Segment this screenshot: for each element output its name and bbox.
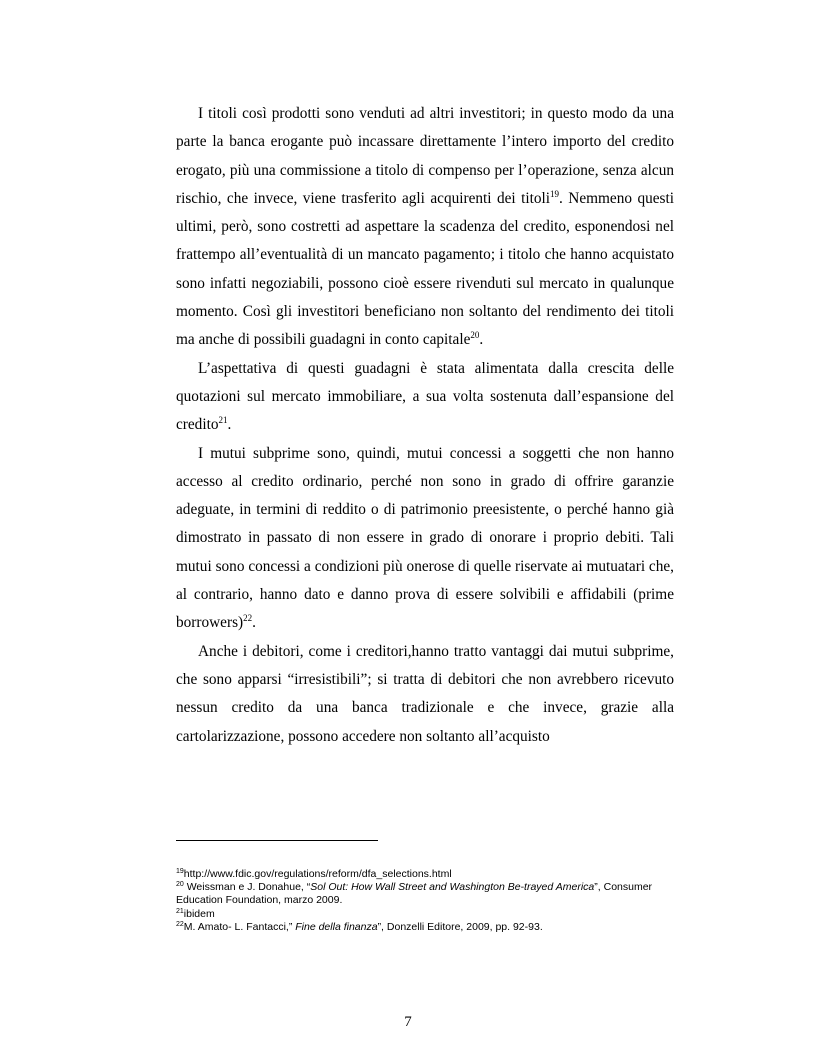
paragraph-3-text-a: I mutui subprime sono, quindi, mutui concessi a soggetti che non hanno accesso al credito ordinario, perché non sono in grado di offrire garanzie adeguate, in termini di reddito o di patrimonio preesistente, o perché hanno già dimostrato in passato di non essere in grado di onorare i proprio debiti. Tali mutui sono concessi a condizioni più onerose di quelle riservate ai mutuatari che, al contrario, hanno dato e danno prova di essere solvibili e affidabili (prime borrowers): [176, 444, 674, 632]
paragraph-4-text: Anche i debitori, come i creditori,hanno tratto vantaggi dai mutui subprime, che sono apparsi “irresistibili”; si tratta di debitori che non avrebbero ricevuto nessun credito da una banca tradizionale e che invece, grazie alla cartolarizzazione, possono accedere non soltanto all’acquisto: [176, 642, 674, 745]
footnote-ref-19: 19: [550, 188, 560, 199]
footnote-text: http://www.fdic.gov/regulations/reform/dfa_selections.html: [183, 868, 452, 880]
footnote-text: Weissman e J. Donahue, “: [183, 881, 311, 894]
footnote-19: [176, 868, 676, 881]
paragraph-4: [176, 638, 674, 751]
footnote-text: M. Amato- L. Fantacci,”: [183, 920, 296, 933]
paragraph-3: [176, 440, 674, 638]
paragraph-3-text-b: .: [252, 614, 256, 632]
paragraph-2-text-b: .: [227, 416, 232, 434]
paragraph-1-text-a: I titoli così prodotti sono venduti ad altri investitori; in questo modo da una parte la banca erogante può incassare direttamente l’intero importo del credito erogato, più una commissione a titolo di compenso per l’operazione, senza alcun rischio, che invece, viene trasferito agli acquirenti dei titoli: [176, 105, 674, 207]
footnote-22: [176, 921, 676, 934]
footnote-title: Fine della finanza: [295, 920, 378, 933]
footnote-21: [176, 908, 676, 921]
footnote-text-end: ”, Donzelli Editore, 2009, pp. 92-93.: [377, 920, 543, 933]
footnote-number: 19: [176, 868, 184, 875]
footnote-number: 21: [176, 907, 184, 915]
footnote-ref-21: 21: [218, 415, 228, 426]
footnote-title: Sol Out: How Wall Street and Washington Be-trayed America: [310, 881, 595, 894]
footnote-ref-22: 22: [243, 613, 253, 624]
paragraph-1-text-c: .: [479, 331, 484, 349]
footnote-text: ibidem: [183, 907, 215, 920]
footnote-20: [176, 881, 676, 907]
page-number: 7: [404, 1014, 412, 1030]
body-text: [176, 100, 674, 751]
paragraph-1: [176, 100, 674, 355]
paragraph-2-text-a: L’aspettativa di questi guadagni è stata alimentata dalla crescita delle quotazioni sul mercato immobiliare, a sua volta sostenuta dall’espansione del credito: [176, 359, 674, 434]
footnote-text-end: ”, Consumer Education Foundation, marzo 2009.: [176, 881, 653, 907]
footnote-number: 22: [176, 920, 184, 928]
footnote-ref-20: 20: [470, 330, 480, 341]
footnotes: [176, 868, 676, 934]
footnote-number: 20: [176, 881, 184, 889]
paragraph-1-text-b: . Nemmeno questi ultimi, però, sono costretti ad aspettare la scadenza del credito, esponendosi nel frattempo all’eventualità di un mancato pagamento; i titolo che hanno acquistato sono infatti negoziabili, possono cioè essere rivenduti sul mercato in qualunque momento. Così gli investitori beneficiano non soltanto del rendimento dei titoli ma anche di possibili guadagni in conto capitale: [176, 189, 674, 349]
paragraph-2: [176, 355, 674, 440]
footnote-separator: [176, 840, 378, 841]
